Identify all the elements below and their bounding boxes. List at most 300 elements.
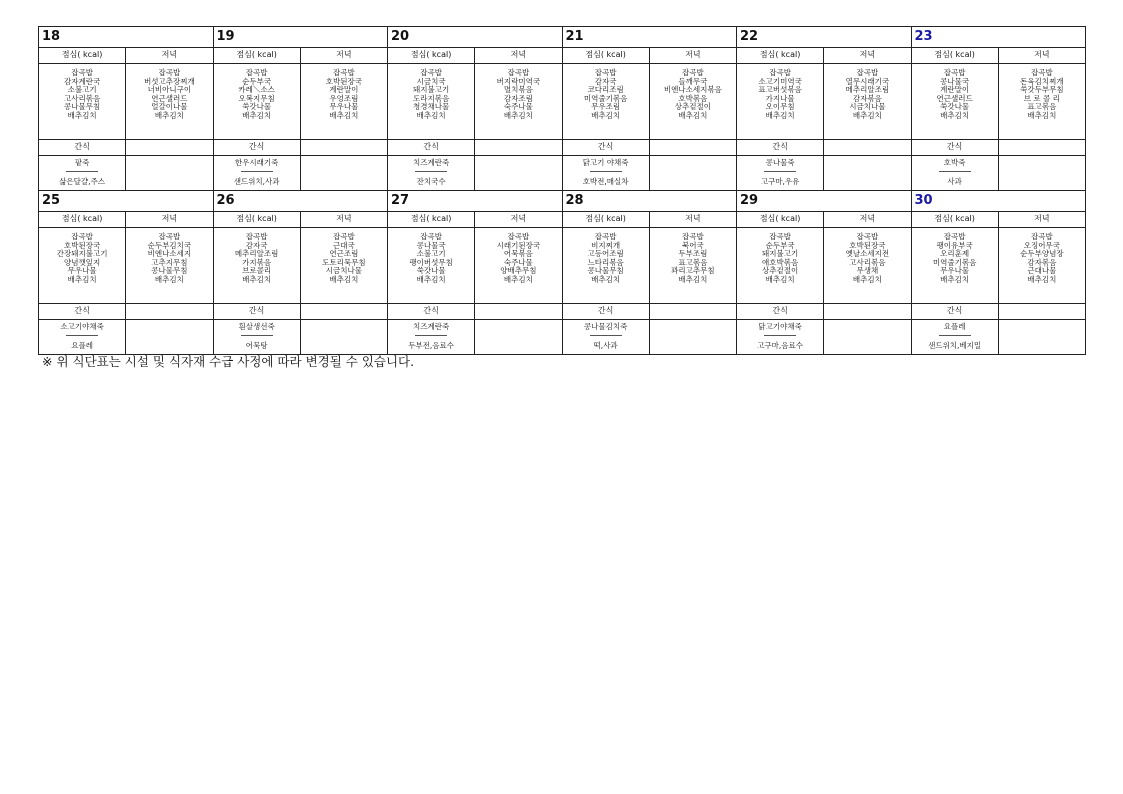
snack-divider [939,335,971,336]
dinner-item: 어묵볶음 [503,249,533,259]
lunch-item: 호박된장국 [64,240,101,250]
lunch-item: 계란말이 [940,85,970,95]
lunch-item: 표고버섯볶음 [758,85,802,95]
empty-cell [998,304,1085,320]
empty-cell [475,320,562,355]
dinner-item: 감자볶음 [852,93,882,103]
lunch-header: 점심( kcal) [39,212,126,228]
dinner-menu [824,64,911,140]
dinner-header: 저녁 [126,48,213,64]
snack-menu [39,156,126,191]
dinner-item: 잡곡밥 [856,68,879,77]
lunch-item: 배추김치 [940,110,970,120]
lunch-item: 배추김치 [67,274,97,284]
lunch-menu [39,228,126,304]
lunch-item: 배추김치 [416,274,446,284]
day-date: 27 [388,191,563,212]
dinner-item: 배추김치 [154,110,184,120]
lunch-item: 잡곡밥 [769,68,791,77]
lunch-item: 콩나물무침 [64,102,101,112]
snack-divider [66,335,98,336]
lunch-item: 무우나물 [940,266,970,276]
lunch-menu [213,64,300,140]
weekly-menu-table [38,26,1086,355]
lunch-item: 순두부국 [242,76,272,86]
lunch-item: 팽이버섯무침 [409,257,453,267]
dinner-item: 연근조림 [329,249,359,259]
dinner-item: 시금치나물 [325,266,362,276]
empty-cell [126,140,213,156]
lunch-item: 양념깻잎지 [64,257,101,267]
empty-cell [649,156,736,191]
lunch-menu [911,228,998,304]
dinner-item: 연근샐러드 [151,93,188,103]
lunch-item: 감자국 [594,76,617,86]
empty-cell [475,140,562,156]
dinner-item: 표고볶음 [678,257,708,267]
morning-snack: 호박죽 [943,158,966,167]
dinner-item: 도토리묵무침 [322,257,366,267]
lunch-item: 배추김치 [765,110,795,120]
dinner-item: 북어국 [682,240,704,250]
snack-menu [213,156,300,191]
lunch-header: 점심( kcal) [213,48,300,64]
snack-menu [388,156,475,191]
lunch-item: 돼지불고기 [413,85,450,95]
dinner-header: 저녁 [824,48,911,64]
snack-label: 간식 [911,304,998,320]
dinner-item: 표고볶음 [1027,102,1057,112]
date-row [39,27,1086,48]
dinner-item: 쑥갓두부무침 [1020,85,1064,95]
dinner-item: 배추김치 [329,110,359,120]
dinner-item: 잡곡밥 [333,68,355,77]
afternoon-snack: 고구마,음료수 [757,341,804,350]
dinner-header: 저녁 [649,48,736,64]
dinner-item: 순두부김치국 [147,240,192,250]
lunch-header: 점심( kcal) [388,212,475,228]
snack-menu [213,320,300,355]
snack-divider [66,171,98,172]
dinner-menu [475,228,562,304]
lunch-menu [388,64,475,140]
dinner-item: 배추김치 [154,274,184,284]
snack-label: 간식 [562,140,649,156]
snack-menu [388,320,475,355]
snack-divider [939,171,971,172]
day-date: 30 [911,191,1086,212]
dinner-item: 돈육김치찌개 [1020,76,1064,86]
empty-cell [824,140,911,156]
lunch-item: 쑥갓나물 [242,102,272,112]
lunch-item: 코다리조림 [587,85,624,95]
dinner-item: 잡곡밥 [1031,232,1053,241]
lunch-item: 콩나물무침 [587,266,624,276]
dinner-item: 잡곡밥 [682,232,704,241]
snack-label: 간식 [39,140,126,156]
empty-cell [300,156,387,191]
lunch-item: 돼지불고기 [762,249,799,259]
dinner-header: 저녁 [126,212,213,228]
morning-snack: 콩나물김치죽 [583,322,628,331]
afternoon-snack: 고구마,우유 [760,177,800,186]
morning-snack: 소고기야채죽 [60,322,104,331]
lunch-item: 시금치국 [416,76,446,86]
dinner-item: 잡곡밥 [856,232,879,241]
snack-label: 간식 [737,304,824,320]
dinner-item: 순두부양념장 [1020,249,1064,259]
lunch-item: 미역줄기볶음 [932,257,977,267]
lunch-header: 점심( kcal) [562,48,649,64]
meal-row [39,228,1086,304]
snack-label: 간식 [562,304,649,320]
dinner-item: 얼갈이나물 [151,102,188,112]
lunch-item: 느타리볶음 [587,257,624,267]
dinner-item: 배추김치 [678,110,708,120]
snack-label: 간식 [911,140,998,156]
afternoon-snack: 어묵탕 [245,341,268,350]
dinner-item: 옛날소세지전 [845,249,890,259]
lunch-item: 콩나물국 [940,76,970,86]
dinner-item: 비엔나소세지 [147,249,192,259]
snack-label: 간식 [388,304,475,320]
dinner-item: 브 로 콜 리 [1023,93,1060,103]
lunch-item: 잡곡밥 [594,68,617,77]
dinner-menu [126,64,213,140]
empty-cell [998,140,1085,156]
day-date: 21 [562,27,737,48]
dinner-item: 잡곡밥 [507,68,530,77]
morning-snack: 팥죽 [74,158,90,167]
lunch-item: 감자계란국 [64,76,101,86]
snack-divider [415,171,447,172]
dinner-menu [998,64,1085,140]
afternoon-snack: 샌드위치,사과 [233,177,280,186]
lunch-item: 배추김치 [67,110,97,120]
snack-menu [562,320,649,355]
dinner-header: 저녁 [300,48,387,64]
lunch-item: 무우조림 [591,102,621,112]
lunch-item: 배추김치 [940,274,970,284]
lunch-item: 간장돼지불고기 [56,249,108,259]
dinner-item: 버지락미역국 [496,76,541,86]
empty-cell [824,156,911,191]
lunch-header: 점심( kcal) [911,212,998,228]
lunch-item: 잡곡밥 [943,232,966,241]
empty-cell [649,140,736,156]
morning-snack: 치즈계란죽 [413,322,450,331]
day-date: 20 [388,27,563,48]
empty-cell [300,140,387,156]
menu-change-notice: ※ 위 식단표는 시설 및 식자재 수급 사정에 따라 변경될 수 있습니다. [42,354,415,369]
meal-header-row [39,212,1086,228]
dinner-item: 무생채 [856,266,879,276]
lunch-item: 애호박볶음 [762,257,799,267]
snack-row [39,320,1086,355]
lunch-item: 잡곡밥 [420,68,442,77]
dinner-header: 저녁 [475,48,562,64]
snack-divider [415,335,447,336]
day-date: 18 [39,27,214,48]
snack-divider [241,335,273,336]
dinner-item: 감자볶음 [1027,257,1057,267]
lunch-item: 배추김치 [242,110,272,120]
morning-snack: 한우시래기죽 [234,158,279,167]
snack-divider [764,171,796,172]
dinner-item: 양배추무침 [500,266,537,276]
dinner-menu [649,228,736,304]
empty-cell [300,304,387,320]
lunch-item: 고등어조림 [587,249,624,259]
day-date: 22 [737,27,912,48]
lunch-menu [562,64,649,140]
lunch-item: 쑥갓나물 [416,266,446,276]
lunch-item: 소불고기 [67,85,97,95]
dinner-header: 저녁 [300,212,387,228]
dinner-header: 저녁 [998,212,1085,228]
dinner-menu [300,64,387,140]
afternoon-snack: 떡,사과 [593,341,618,350]
menu-table-body [39,27,1086,355]
dinner-item: 배추김치 [329,274,359,284]
lunch-item: 브로콜리 [242,266,272,276]
snack-label: 간식 [213,140,300,156]
snack-divider [590,171,622,172]
morning-snack: 치즈계란죽 [413,158,450,167]
lunch-header: 점심( kcal) [388,48,475,64]
meal-header-row [39,48,1086,64]
snack-menu [911,156,998,191]
lunch-item: 메추리알조림 [234,249,279,259]
lunch-menu [213,228,300,304]
snack-label-row [39,140,1086,156]
empty-cell [475,156,562,191]
snack-divider [764,335,796,336]
lunch-item: 소고기미역국 [758,76,802,86]
empty-cell [475,304,562,320]
afternoon-snack: 잔치국수 [416,177,446,186]
snack-label: 간식 [213,304,300,320]
lunch-item: 소불고기 [416,249,446,259]
snack-label: 간식 [39,304,126,320]
lunch-item: 연근샐러드 [936,93,973,103]
dinner-item: 배추김치 [678,274,708,284]
dinner-item: 고사리볶음 [849,257,886,267]
empty-cell [824,304,911,320]
afternoon-snack: 삶은달걀,주스 [59,177,106,186]
lunch-item: 잡곡밥 [71,232,93,241]
dinner-item: 배추김치 [852,110,882,120]
dinner-header: 저녁 [998,48,1085,64]
meal-row [39,64,1086,140]
snack-label: 간식 [388,140,475,156]
lunch-item: 잡곡밥 [71,68,93,77]
lunch-item: 가지나물 [765,93,795,103]
dinner-header: 저녁 [824,212,911,228]
lunch-header: 점심( kcal) [911,48,998,64]
empty-cell [824,320,911,355]
morning-snack: 닭고기야채죽 [758,322,802,331]
lunch-item: 배추김치 [416,110,446,120]
day-date: 23 [911,27,1086,48]
morning-snack: 흰살생선죽 [238,322,275,331]
empty-cell [649,320,736,355]
lunch-item: 청경채나물 [413,102,450,112]
day-date: 29 [737,191,912,212]
afternoon-snack: 요플레 [71,341,93,350]
dinner-item: 비엔나소세지볶음 [663,85,722,95]
dinner-item: 오징어무국 [1023,240,1060,250]
dinner-item: 상추겉절이 [674,102,711,112]
empty-cell [649,304,736,320]
dinner-item: 배추김치 [503,274,533,284]
lunch-item: 무우나물 [67,266,97,276]
lunch-item: 카레＼소스 [238,85,275,95]
dinner-item: 호박볶음 [678,93,708,103]
snack-menu [39,320,126,355]
dinner-item: 계란말이 [329,85,359,95]
lunch-menu [388,228,475,304]
lunch-header: 점심( kcal) [737,48,824,64]
dinner-menu [126,228,213,304]
dinner-item: 무우나물 [329,102,359,112]
lunch-item: 잡곡밥 [943,68,966,77]
lunch-item: 상추겉절이 [762,266,799,276]
snack-menu [911,320,998,355]
lunch-item: 오복지무침 [238,93,275,103]
dinner-item: 배추김치 [503,110,533,120]
empty-cell [126,156,213,191]
dinner-item: 잡곡밥 [1031,68,1053,77]
lunch-item: 배추김치 [591,274,621,284]
lunch-menu [737,228,824,304]
empty-cell [998,156,1085,191]
lunch-header: 점심( kcal) [213,212,300,228]
day-date: 19 [213,27,388,48]
lunch-item: 순두부국 [765,240,795,250]
dinner-menu [649,64,736,140]
morning-snack: 닭고기 야채죽 [582,158,629,167]
empty-cell [300,320,387,355]
lunch-header: 점심( kcal) [562,212,649,228]
afternoon-snack: 두부전,음료수 [408,341,455,350]
dinner-item: 메추리알조림 [845,85,890,95]
dinner-header: 저녁 [649,212,736,228]
dinner-item: 콩나물무침 [151,266,188,276]
lunch-item: 비지찌개 [591,240,621,250]
lunch-header: 점심( kcal) [737,212,824,228]
dinner-item: 열무시래기국 [845,76,890,86]
lunch-item: 잡곡밥 [245,232,268,241]
snack-menu [737,320,824,355]
morning-snack: 콩나물죽 [765,158,795,167]
dinner-item: 시금치나물 [849,102,886,112]
date-row [39,191,1086,212]
lunch-item: 고사리볶음 [64,93,101,103]
lunch-item: 콩나물국 [416,240,446,250]
dinner-item: 호박된장국 [325,76,362,86]
dinner-item: 잡곡밥 [507,232,530,241]
dinner-item: 버섯고추장찌개 [144,76,195,86]
lunch-item: 도라지볶음 [413,93,450,103]
dinner-item: 잡곡밥 [158,68,181,77]
dinner-menu [824,228,911,304]
lunch-header: 점심( kcal) [39,48,126,64]
empty-cell [126,320,213,355]
afternoon-snack: 사과 [947,177,962,186]
snack-divider [590,335,622,336]
dinner-item: 시래기된장국 [496,240,541,250]
snack-label-row [39,304,1086,320]
dinner-item: 두부조림 [678,249,708,259]
dinner-item: 배추김치 [1027,110,1057,120]
dinner-item: 숙주나물 [503,102,533,112]
dinner-item: 근대국 [333,240,355,250]
lunch-menu [39,64,126,140]
dinner-menu [475,64,562,140]
dinner-item: 멸치볶음 [503,85,533,95]
afternoon-snack: 호박전,매실차 [582,177,629,186]
dinner-item: 잡곡밥 [158,232,181,241]
snack-label: 간식 [737,140,824,156]
lunch-item: 오이무침 [765,102,795,112]
lunch-item: 잡곡밥 [420,232,442,241]
lunch-item: 잡곡밥 [245,68,268,77]
snack-menu [737,156,824,191]
dinner-item: 호박된장국 [849,240,886,250]
dinner-item: 잡곡밥 [333,232,355,241]
dinner-item: 근대나물 [1027,266,1057,276]
dinner-menu [998,228,1085,304]
snack-divider [241,171,273,172]
dinner-item: 배추김치 [852,274,882,284]
afternoon-snack: 샌드위치,베지밀 [928,341,982,350]
lunch-item: 배추김치 [242,274,272,284]
dinner-item: 꽈리고추무침 [671,266,715,276]
dinner-item: 고추지무침 [151,257,188,267]
dinner-item: 우엉조림 [329,93,359,103]
dinner-item: 너비아니구이 [147,85,192,95]
lunch-item: 감자국 [245,240,268,250]
dinner-item: 잡곡밥 [682,68,704,77]
day-date: 26 [213,191,388,212]
lunch-menu [911,64,998,140]
dinner-item: 배추김치 [1027,274,1057,284]
lunch-item: 잡곡밥 [594,232,617,241]
lunch-item: 배추김치 [591,110,621,120]
morning-snack: 요플레 [943,322,966,331]
dinner-menu [300,228,387,304]
day-date: 28 [562,191,737,212]
lunch-menu [562,228,649,304]
snack-row [39,156,1086,191]
empty-cell [998,320,1085,355]
lunch-item: 쑥갓나물 [940,102,970,112]
snack-menu [562,156,649,191]
dinner-item: 들깨무국 [678,76,708,86]
lunch-item: 가지볶음 [242,257,272,267]
dinner-header: 저녁 [475,212,562,228]
lunch-item: 미역줄기볶음 [583,93,628,103]
dinner-item: 숙주나물 [503,257,533,267]
dinner-item: 감자조림 [503,93,533,103]
lunch-menu [737,64,824,140]
empty-cell [126,304,213,320]
lunch-item: 팽이유부국 [936,240,973,250]
lunch-item: 잡곡밥 [769,232,791,241]
lunch-item: 배추김치 [765,274,795,284]
lunch-item: 오리훈제 [940,249,970,259]
